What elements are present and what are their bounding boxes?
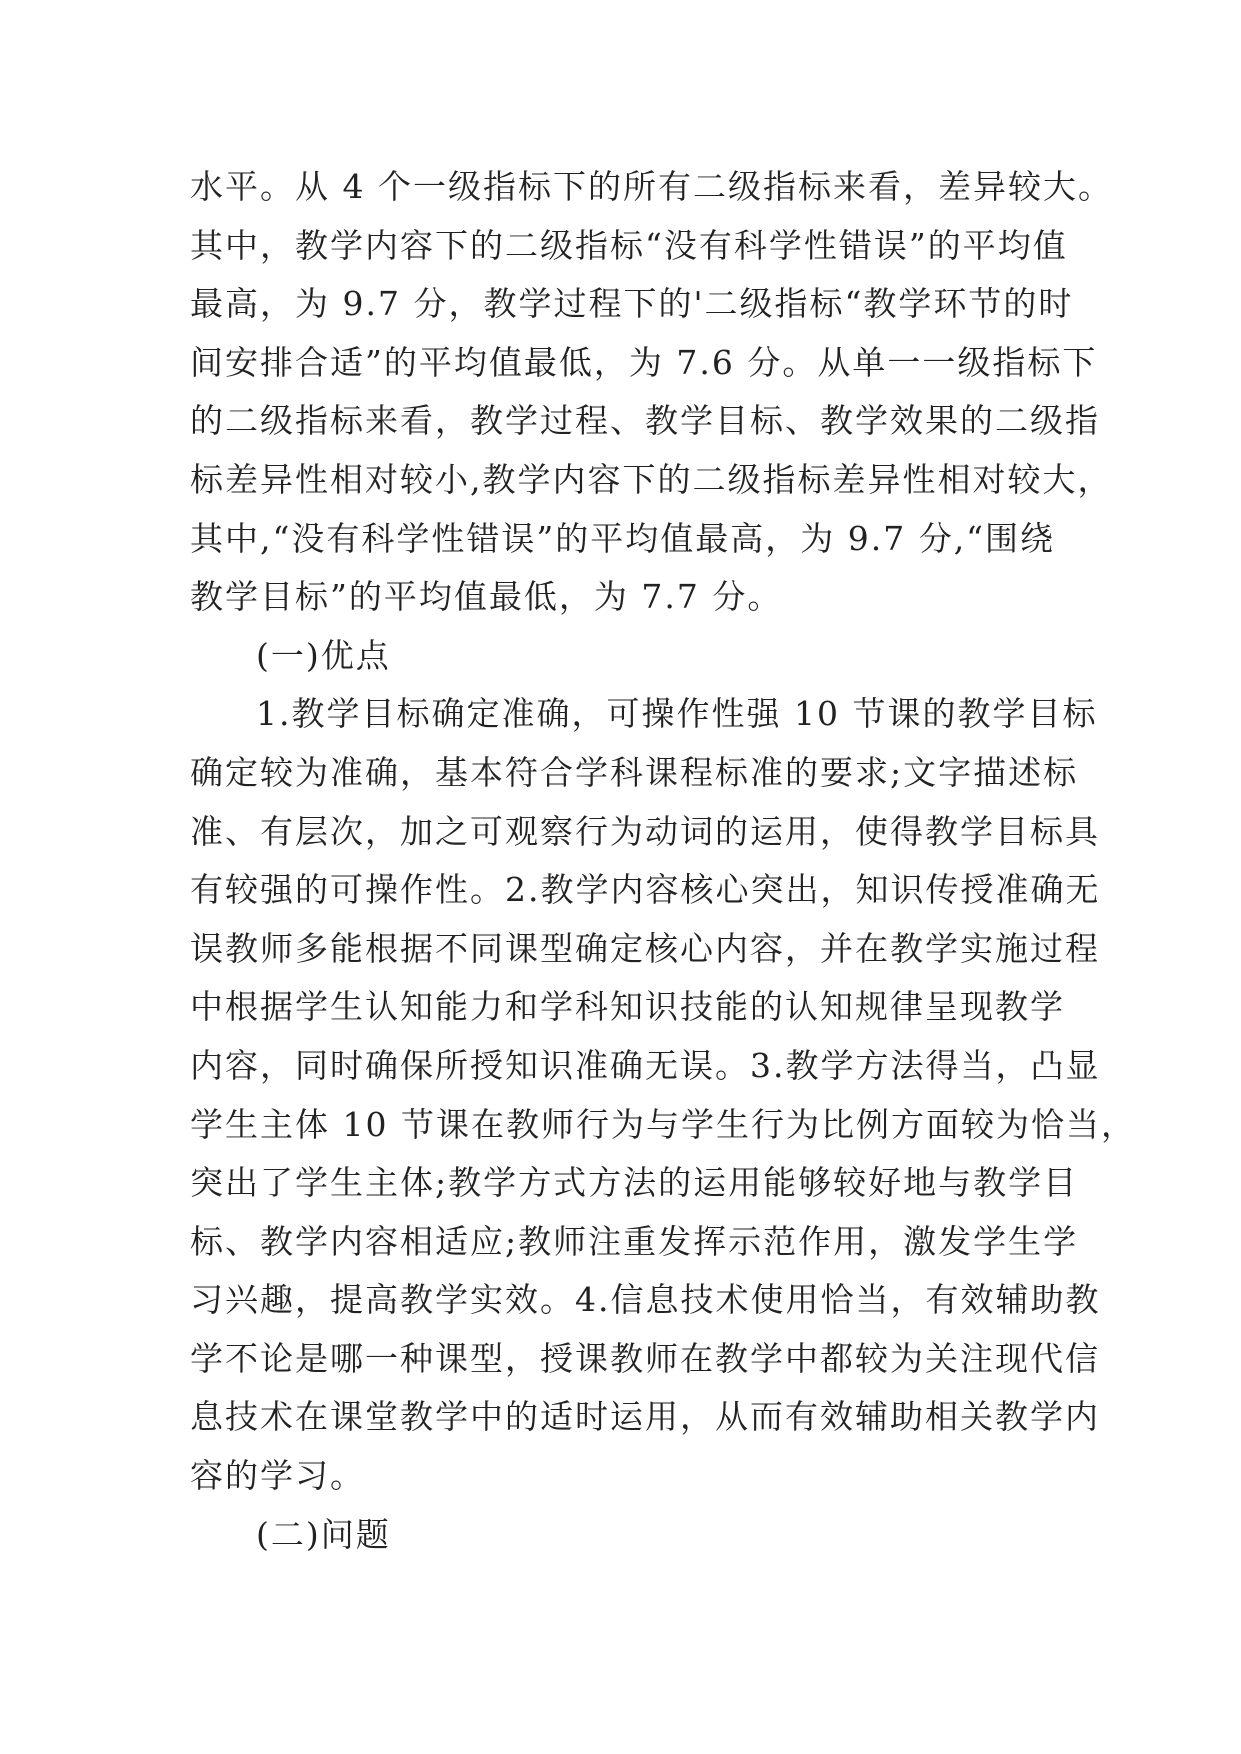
paragraph-line: 内容，同时确保所授知识准确无误。3.教学方法得当，凸显 [190,1045,1101,1085]
document-body [190,158,1136,1564]
paragraph-line: 其中,“没有科学性错误”的平均值最高，为 9.7 分,“围绕 [190,518,1056,558]
paragraph-line: 学生主体 10 节课在教师行为与学生行为比例方面较为恰当， [190,1104,1136,1144]
paragraph-line: 容的学习。 [190,1456,365,1496]
paragraph-line: 水平。从 4 个一级指标下的所有二级指标来看，差异较大。 [190,167,1113,206]
paragraph-line: 最高，为 9.7 分，教学过程下的'二级指标“教学环节的时 [190,284,1074,324]
paragraph-line: 习兴趣，提高教学实效。4.信息技术使用恰当，有效辅助教 [190,1280,1101,1320]
paragraph-line: 息技术在课堂教学中的适时运用，从而有效辅助相关教学内 [190,1397,1100,1437]
paragraph-line: 1.教学目标确定准确，可操作性强 10 节课的教学目标 [256,694,1098,734]
paragraph-line: 准、有层次，加之可观察行为动词的运用，使得教学目标具 [190,811,1100,851]
paragraph-line: 标、教学内容相适应;教师注重发挥示范作用，激发学生学 [190,1221,1079,1261]
paragraph-line: 的二级指标来看，教学过程、教学目标、教学效果的二级指 [190,401,1100,441]
paragraph-line: 突出了学生主体;教学方式方法的运用能够较好地与教学目 [190,1163,1079,1203]
paragraph-line: 其中，教学内容下的二级指标“没有科学性错误”的平均值 [190,225,1068,265]
paragraph-line: 有较强的可操作性。2.教学内容核心突出，知识传授准确无 [190,870,1101,910]
paragraph-line: 误教师多能根据不同课型确定核心内容，并在教学实施过程 [190,928,1100,968]
section-heading-advantages: (一)优点 [256,635,391,675]
paragraph-line: 确定较为准确，基本符合学科课程标准的要求;文字描述标 [190,752,1079,792]
paragraph-line: 中根据学生认知能力和学科知识技能的认知规律呈现教学 [190,987,1065,1027]
paragraph-line: 教学目标”的平均值最低，为 7.7 分。 [190,577,783,617]
paragraph-line: 学不论是哪一种课型，授课教师在教学中都较为关注现代信 [190,1338,1100,1378]
paragraph-line: 标差异性相对较小,教学内容下的二级指标差异性相对较大， [190,459,1113,499]
section-heading-problems: (二)问题 [256,1514,391,1554]
paragraph-line: 间安排合适”的平均值最低，为 7.6 分。从单一一级指标下 [190,342,1098,382]
